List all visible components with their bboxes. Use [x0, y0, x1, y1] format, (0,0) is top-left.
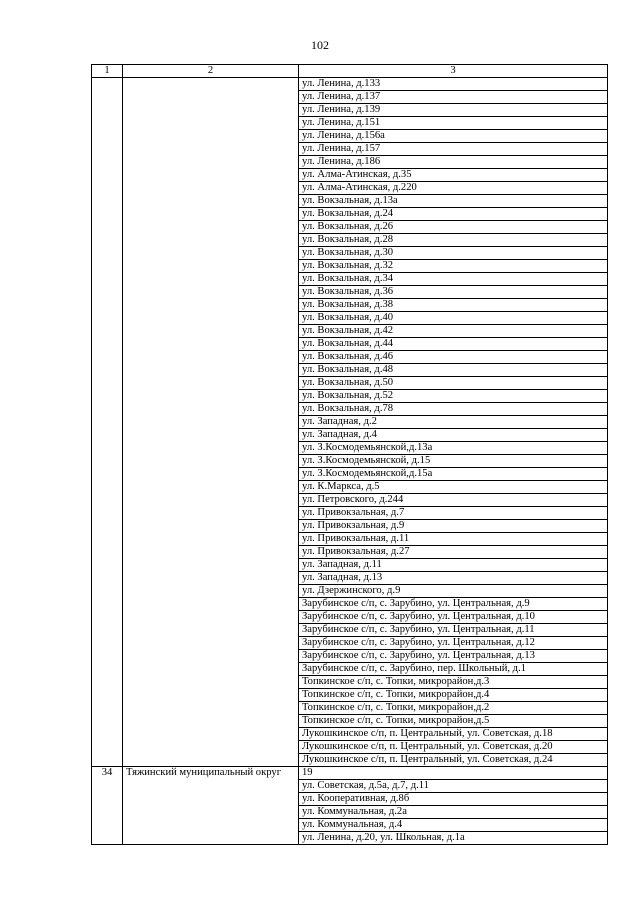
address-cell: ул. З.Космодемьянской,д.15а — [299, 468, 608, 481]
address-cell: ул. Вокзальная, д.13а — [299, 195, 608, 208]
address-cell: ул. Вокзальная, д.24 — [299, 208, 608, 221]
address-cell: ул. Вокзальная, д.78 — [299, 403, 608, 416]
number-cell-continued — [92, 78, 123, 767]
entry-number: 34 — [92, 767, 123, 845]
address-cell: ул. Ленина, д.139 — [299, 104, 608, 117]
address-cell: ул. Дзержинского, д.9 — [299, 585, 608, 598]
address-cell: ул. Советская, д.5а, д.7, д.11 — [299, 780, 608, 793]
address-cell: ул. К.Маркса, д.5 — [299, 481, 608, 494]
address-cell: Топкинское с/п, с. Топки, микрорайон,д.4 — [299, 689, 608, 702]
address-cell: ул. З.Космодемьянской,д.13а — [299, 442, 608, 455]
table-row — [92, 767, 608, 780]
address-cell: Лукошкинское с/п, п. Центральный, ул. Советская, д.24 — [299, 754, 608, 767]
address-cell: Зарубинское с/п, с. Зарубино, ул. Центральная, д.9 — [299, 598, 608, 611]
address-cell: ул. Коммунальная, д.2а — [299, 806, 608, 819]
address-cell: ул. Вокзальная, д.52 — [299, 390, 608, 403]
address-cell: ул. Западная, д.11 — [299, 559, 608, 572]
address-cell: ул. Вокзальная, д.36 — [299, 286, 608, 299]
address-cell: ул. Вокзальная, д.50 — [299, 377, 608, 390]
address-cell: Зарубинское с/п, с. Зарубино, ул. Центральная, д.11 — [299, 624, 608, 637]
address-cell: ул. Западная, д.13 — [299, 572, 608, 585]
address-cell: Топкинское с/п, с. Топки, микрорайон,д.2 — [299, 702, 608, 715]
address-cell: Зарубинское с/п, с. Зарубино, ул. Центральная, д.10 — [299, 611, 608, 624]
column-header-2: 2 — [123, 65, 299, 78]
page-number: 102 — [311, 38, 329, 52]
address-cell: ул. Вокзальная, д.26 — [299, 221, 608, 234]
address-cell: Топкинское с/п, с. Топки, микрорайон,д.5 — [299, 715, 608, 728]
address-cell: ул. З.Космодемьянской, д.15 — [299, 455, 608, 468]
address-cell: ул. Западная, д.4 — [299, 429, 608, 442]
address-cell: Топкинское с/п, с. Топки, микрорайон,д.3 — [299, 676, 608, 689]
address-cell: ул. Ленина, д.137 — [299, 91, 608, 104]
address-cell: Зарубинское с/п, с. Зарубино, пер. Школьный, д.1 — [299, 663, 608, 676]
address-cell: Лукошкинское с/п, п. Центральный, ул. Советская, д.18 — [299, 728, 608, 741]
address-cell: Зарубинское с/п, с. Зарубино, ул. Центральная, д.13 — [299, 650, 608, 663]
address-cell: ул. Ленина, д.20, ул. Школьная, д.1а — [299, 832, 608, 845]
header-row — [92, 65, 608, 78]
district-cell-continued — [123, 78, 299, 767]
address-cell: ул. Кооперативная, д.8б — [299, 793, 608, 806]
address-count: 19 — [299, 767, 608, 780]
address-cell: Зарубинское с/п, с. Зарубино, ул. Центральная, д.12 — [299, 637, 608, 650]
address-cell: Лукошкинское с/п, п. Центральный, ул. Советская, д.20 — [299, 741, 608, 754]
address-cell: ул. Алма-Атинская, д.35 — [299, 169, 608, 182]
address-cell: ул. Ленина, д.186 — [299, 156, 608, 169]
address-cell: ул. Ленина, д.133 — [299, 78, 608, 91]
address-cell: ул. Западная, д.2 — [299, 416, 608, 429]
address-cell: ул. Алма-Атинская, д.220 — [299, 182, 608, 195]
address-cell: ул. Привокзальная, д.7 — [299, 507, 608, 520]
address-cell: ул. Привокзальная, д.27 — [299, 546, 608, 559]
address-cell: ул. Ленина, д.156а — [299, 130, 608, 143]
column-header-3: 3 — [299, 65, 608, 78]
address-cell: ул. Вокзальная, д.46 — [299, 351, 608, 364]
address-cell: ул. Ленина, д.157 — [299, 143, 608, 156]
address-cell: ул. Вокзальная, д.38 — [299, 299, 608, 312]
address-table-body — [92, 65, 608, 845]
address-cell: ул. Вокзальная, д.44 — [299, 338, 608, 351]
address-cell: ул. Вокзальная, д.34 — [299, 273, 608, 286]
address-cell: ул. Привокзальная, д.9 — [299, 520, 608, 533]
column-header-1: 1 — [92, 65, 123, 78]
table-row — [92, 78, 608, 91]
address-cell: ул. Коммунальная, д.4 — [299, 819, 608, 832]
address-cell: ул. Привокзальная, д.11 — [299, 533, 608, 546]
address-table — [91, 64, 608, 845]
address-cell: ул. Вокзальная, д.48 — [299, 364, 608, 377]
address-cell: ул. Вокзальная, д.42 — [299, 325, 608, 338]
address-cell: ул. Вокзальная, д.30 — [299, 247, 608, 260]
address-cell: ул. Петровского, д.244 — [299, 494, 608, 507]
address-cell: ул. Вокзальная, д.40 — [299, 312, 608, 325]
district-name: Тяжинский муниципальный округ — [123, 767, 299, 845]
address-cell: ул. Вокзальная, д.28 — [299, 234, 608, 247]
address-cell: ул. Ленина, д.151 — [299, 117, 608, 130]
address-cell: ул. Вокзальная, д.32 — [299, 260, 608, 273]
